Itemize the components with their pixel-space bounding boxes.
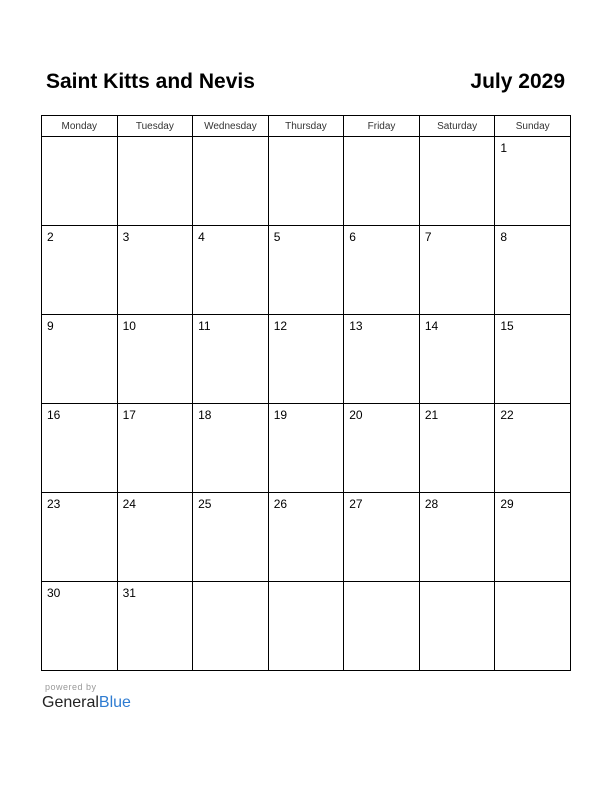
day-number bbox=[420, 582, 495, 586]
day-number: 12 bbox=[273, 319, 288, 333]
day-cell bbox=[419, 315, 495, 404]
day-cell bbox=[344, 404, 420, 493]
day-cell bbox=[344, 315, 420, 404]
day-number: 4 bbox=[198, 230, 205, 244]
weekday-header: Friday bbox=[344, 116, 420, 137]
weekday-header: Monday bbox=[42, 116, 118, 137]
day-number: 9 bbox=[47, 319, 54, 333]
day-cell bbox=[193, 404, 269, 493]
calendar-country-title: Saint Kitts and Nevis bbox=[46, 70, 255, 93]
day-cell bbox=[344, 493, 420, 582]
day-cell bbox=[117, 582, 193, 671]
day-number: 15 bbox=[500, 319, 514, 333]
calendar-body bbox=[42, 137, 571, 671]
day-number bbox=[193, 582, 268, 586]
day-number: 14 bbox=[424, 319, 439, 333]
day-number: 11 bbox=[198, 319, 211, 333]
powered-by-label: powered by bbox=[45, 682, 97, 692]
week-row bbox=[42, 226, 571, 315]
day-number bbox=[344, 137, 419, 141]
week-row bbox=[42, 404, 571, 493]
day-number: 8 bbox=[500, 230, 508, 244]
day-number: 5 bbox=[273, 230, 281, 244]
day-cell bbox=[344, 137, 420, 226]
day-number: 18 bbox=[198, 408, 212, 422]
day-number: 17 bbox=[122, 408, 136, 422]
day-cell bbox=[193, 582, 269, 671]
day-number: 16 bbox=[47, 408, 61, 422]
day-cell bbox=[419, 137, 495, 226]
week-row bbox=[42, 582, 571, 671]
day-number: 27 bbox=[349, 497, 363, 511]
day-number: 10 bbox=[122, 319, 136, 333]
week-row bbox=[42, 315, 571, 404]
day-cell bbox=[42, 226, 118, 315]
day-number bbox=[344, 582, 419, 586]
day-number: 28 bbox=[424, 497, 439, 511]
day-number: 2 bbox=[47, 230, 54, 244]
day-cell bbox=[495, 315, 571, 404]
day-cell bbox=[344, 582, 420, 671]
brand-blue-text: Blue bbox=[98, 694, 131, 711]
weekday-header: Thursday bbox=[268, 116, 344, 137]
day-number: 1 bbox=[500, 141, 508, 155]
day-cell bbox=[268, 404, 344, 493]
day-number: 13 bbox=[349, 319, 363, 333]
weekday-header-row bbox=[42, 116, 571, 137]
day-cell bbox=[419, 404, 495, 493]
day-cell bbox=[193, 226, 269, 315]
day-number: 19 bbox=[273, 408, 288, 422]
day-cell bbox=[419, 226, 495, 315]
day-number bbox=[420, 137, 495, 141]
week-row bbox=[42, 137, 571, 226]
day-cell bbox=[117, 226, 193, 315]
generalblue-logo bbox=[42, 694, 131, 712]
day-number: 31 bbox=[122, 586, 136, 600]
day-cell bbox=[268, 582, 344, 671]
day-number bbox=[118, 137, 193, 141]
day-number bbox=[495, 582, 570, 586]
weekday-header: Tuesday bbox=[117, 116, 193, 137]
day-cell bbox=[268, 226, 344, 315]
day-cell bbox=[495, 582, 571, 671]
day-number: 21 bbox=[424, 408, 439, 422]
day-number bbox=[269, 137, 344, 141]
day-number: 3 bbox=[122, 230, 130, 244]
day-number: 7 bbox=[424, 230, 432, 244]
day-number: 25 bbox=[198, 497, 212, 511]
day-cell bbox=[42, 137, 118, 226]
day-cell bbox=[344, 226, 420, 315]
weekday-header: Wednesday bbox=[193, 116, 269, 137]
day-number: 20 bbox=[349, 408, 363, 422]
day-cell bbox=[117, 315, 193, 404]
day-number: 22 bbox=[500, 408, 514, 422]
calendar-month-title: July 2029 bbox=[470, 70, 565, 93]
day-cell bbox=[117, 493, 193, 582]
day-cell bbox=[268, 315, 344, 404]
day-cell bbox=[495, 137, 571, 226]
day-number bbox=[42, 137, 117, 141]
day-cell bbox=[42, 493, 118, 582]
day-cell bbox=[193, 315, 269, 404]
day-cell bbox=[42, 315, 118, 404]
day-cell bbox=[268, 493, 344, 582]
week-row bbox=[42, 493, 571, 582]
calendar-grid bbox=[41, 115, 571, 671]
day-cell bbox=[495, 404, 571, 493]
day-number: 23 bbox=[47, 497, 61, 511]
day-number: 24 bbox=[122, 497, 136, 511]
day-number: 30 bbox=[47, 586, 61, 600]
day-number bbox=[269, 582, 344, 586]
day-cell bbox=[419, 493, 495, 582]
day-cell bbox=[419, 582, 495, 671]
day-number: 29 bbox=[500, 497, 514, 511]
day-number: 6 bbox=[349, 230, 356, 244]
day-cell bbox=[42, 582, 118, 671]
weekday-header: Sunday bbox=[495, 116, 571, 137]
day-cell bbox=[268, 137, 344, 226]
day-cell bbox=[42, 404, 118, 493]
day-number: 26 bbox=[273, 497, 288, 511]
day-cell bbox=[193, 137, 269, 226]
day-cell bbox=[193, 493, 269, 582]
day-number bbox=[193, 137, 268, 141]
day-cell bbox=[495, 226, 571, 315]
weekday-header: Saturday bbox=[419, 116, 495, 137]
day-cell bbox=[495, 493, 571, 582]
day-cell bbox=[117, 404, 193, 493]
brand-general-text: General bbox=[42, 694, 99, 711]
day-cell bbox=[117, 137, 193, 226]
